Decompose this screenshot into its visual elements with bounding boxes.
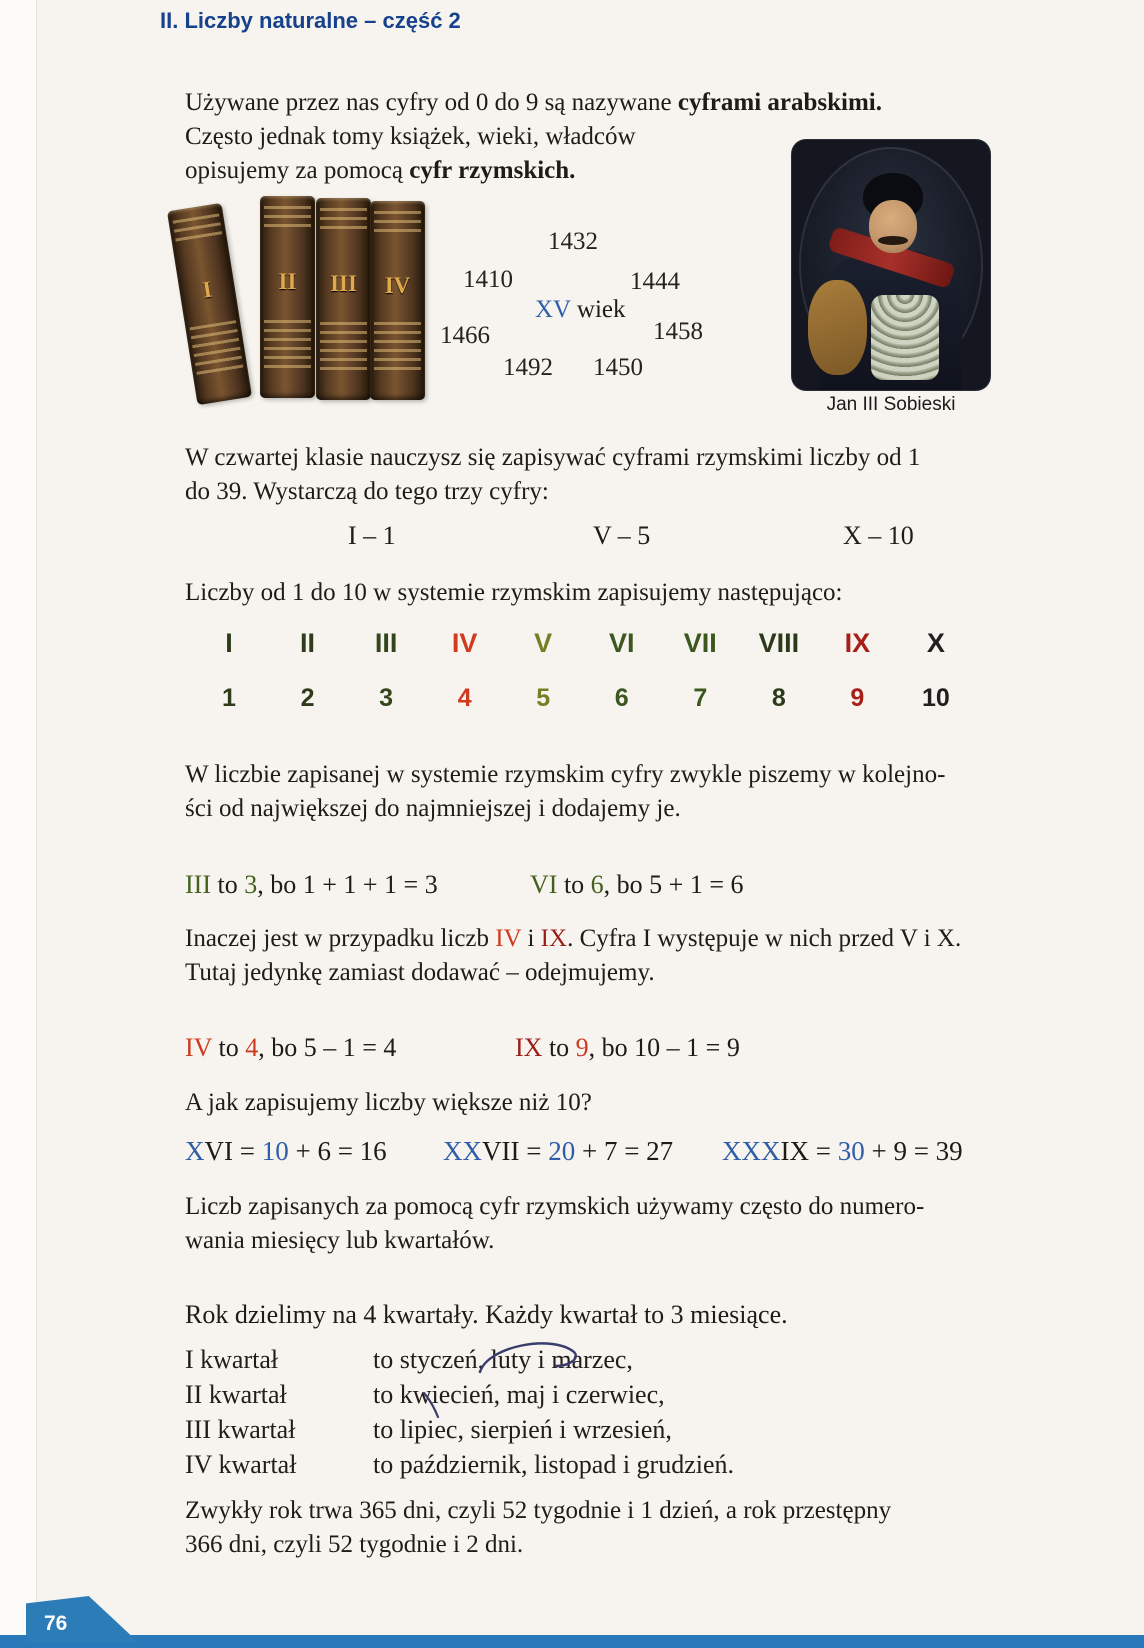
roman-term: IV [495, 925, 522, 952]
example-addition-vi [530, 870, 744, 900]
portrait-armor [871, 295, 938, 380]
book-volume-4 [370, 201, 425, 400]
intro-line2: Często jednak tomy książek, wieki, władców [185, 123, 636, 150]
text-fragment: Inaczej jest w przypadku liczb [185, 925, 496, 952]
book-decoration [320, 322, 367, 374]
quarter-months: to styczeń, luty i marzec, [373, 1345, 633, 1374]
intro-line3: opisujemy za pomocą [185, 157, 410, 184]
roman-numeral-cell: I [225, 628, 233, 658]
tens-value: 30 [837, 1136, 865, 1166]
book-decoration [374, 322, 421, 374]
text-fragment: + 7 = 27 [575, 1136, 674, 1166]
paragraph-bigger-numbers: A jak zapisujemy liczby większe niż 10? [185, 1089, 592, 1116]
equation-xxxix [722, 1136, 963, 1167]
roman-numerals-row [200, 628, 965, 659]
paragraph-fourth-grade [185, 441, 920, 509]
arabic-numeral-cell: 6 [614, 684, 629, 712]
portrait-gold-sleeve [808, 280, 867, 375]
key-value-x: X – 10 [843, 521, 914, 550]
quarter-row-1 [185, 1343, 985, 1377]
page-number: 76 [44, 1612, 68, 1635]
century-label [535, 296, 626, 324]
chapter-header: II. Liczby naturalne – część 2 [160, 8, 461, 33]
tens-value: 10 [261, 1136, 289, 1166]
arabic-numerals-row [200, 684, 965, 713]
text-fragment: + 9 = 39 [864, 1136, 963, 1166]
arabic-numeral-cell: 2 [300, 684, 315, 712]
roman-term: III [185, 870, 211, 899]
book-decoration [264, 206, 311, 232]
paragraph-quarters-intro: Rok dzielimy na 4 kwartały. Każdy kwartał to 3 miesiące. [185, 1300, 788, 1329]
text-line: Liczb zapisanych za pomocą cyfr rzymskich używamy często do numero- [185, 1193, 925, 1220]
text-fragment: to [210, 870, 245, 899]
text-fragment: , bo 1 + 1 + 1 = 3 [257, 870, 438, 899]
quarter-row-4 [185, 1448, 985, 1482]
text-line: Tutaj jedynkę zamiast dodawać – odejmujemy. [185, 959, 655, 986]
text-fragment: to [557, 870, 591, 899]
roman-units: VI = [204, 1136, 262, 1166]
intro-line1-bold: cyframi arabskimi. [677, 89, 882, 116]
arabic-numeral-cell: 10 [922, 684, 950, 712]
roman-numeral-cell: III [374, 628, 398, 658]
quarter-months: to lipiec, sierpień i wrzesień, [373, 1415, 672, 1444]
tens-value: 20 [548, 1136, 576, 1166]
value-term: 9 [575, 1033, 589, 1062]
year-label: 1410 [463, 266, 513, 293]
paragraph-numbering [185, 1190, 924, 1258]
year-label: 1432 [548, 228, 598, 255]
year-label: 1492 [503, 354, 553, 381]
portrait-mustache [878, 236, 908, 245]
book-decoration [320, 208, 367, 234]
quarter-months: to kwiecień, maj i czerwiec, [373, 1380, 665, 1409]
year-label: 1458 [653, 318, 703, 345]
book-spine-numeral: IV [384, 272, 411, 298]
quarter-label: I kwartał [185, 1345, 279, 1374]
year-label: 1450 [593, 354, 643, 381]
example-subtraction-ix [515, 1033, 740, 1063]
text-fragment: to [211, 1033, 246, 1062]
text-fragment: to [542, 1033, 576, 1062]
text-fragment: . Cyfra I występuje w nich przed V i X. [567, 925, 962, 952]
text-line: 366 dni, czyli 52 tygodnie i 2 dni. [185, 1531, 524, 1558]
equation-xvi [185, 1136, 387, 1167]
paragraph-subtraction [185, 922, 961, 990]
paragraph-year-length [185, 1494, 891, 1562]
book-decoration [189, 320, 244, 379]
roman-units: IX = [780, 1136, 838, 1166]
roman-tens: XX [443, 1136, 482, 1166]
book-decoration [264, 320, 311, 372]
portrait-jan-iii-sobieski [792, 140, 990, 390]
quarter-label: IV kwartał [185, 1450, 297, 1479]
quarter-row-3 [185, 1413, 985, 1447]
roman-term: VI [530, 870, 558, 899]
value-term: 3 [244, 870, 258, 899]
text-fragment: , bo 5 + 1 = 6 [603, 870, 744, 899]
book-volume-3 [316, 198, 371, 400]
text-fragment: i [521, 925, 541, 952]
text-line: ści od największej do najmniejszej i dodajemy je. [185, 795, 681, 822]
roman-units: VII = [482, 1136, 549, 1166]
roman-numeral-cell: V [534, 628, 553, 658]
roman-term: IX [540, 925, 568, 952]
footer-page-tab [26, 1596, 138, 1642]
roman-numeral-cell: VIII [758, 628, 800, 658]
roman-numeral-cell: VII [683, 628, 717, 658]
roman-term: IV [185, 1033, 212, 1062]
example-subtraction-iv [185, 1033, 396, 1063]
intro-line3-bold: cyfr rzymskich. [409, 157, 576, 184]
roman-numeral-cell: X [926, 628, 945, 658]
arabic-numeral-cell: 8 [771, 684, 786, 712]
intro-line1: Używane przez nas cyfry od 0 do 9 są nazywane [185, 89, 678, 116]
key-value-v: V – 5 [593, 521, 651, 550]
roman-numeral-cell: VI [608, 628, 635, 658]
quarter-label: II kwartał [185, 1380, 287, 1409]
roman-term: IX [515, 1033, 543, 1062]
arabic-numeral-cell: 1 [222, 684, 236, 712]
quarter-label: III kwartał [185, 1415, 296, 1444]
year-label: 1466 [440, 322, 490, 349]
text-fragment: , bo 5 – 1 = 4 [258, 1033, 397, 1062]
books-illustration [180, 196, 435, 411]
roman-numeral-cell: IV [451, 628, 478, 658]
text-line: W liczbie zapisanej w systemie rzymskim cyfry zwykle piszemy w kolejno- [185, 761, 946, 788]
book-spine-numeral: II [278, 268, 297, 294]
page-left-margin [0, 0, 37, 1648]
quarter-row-2 [185, 1378, 985, 1412]
paragraph-order [185, 758, 945, 826]
footer-band [0, 1635, 1144, 1648]
book-spine-numeral: III [330, 270, 357, 296]
intro-paragraph [185, 86, 882, 188]
arabic-numeral-cell: 3 [379, 684, 394, 712]
portrait-caption: Jan III Sobieski [826, 394, 956, 415]
book-decoration [173, 213, 223, 246]
example-addition-iii [185, 870, 438, 900]
roman-numeral-cell: IX [844, 628, 871, 658]
arabic-numeral-cell: 9 [850, 684, 865, 712]
book-decoration [374, 211, 421, 237]
arabic-numeral-cell: 7 [693, 684, 708, 712]
text-fragment: , bo 10 – 1 = 9 [588, 1033, 740, 1062]
book-spine-numeral: I [200, 276, 214, 303]
book-volume-1 [167, 203, 252, 405]
text-fragment: + 6 = 16 [288, 1136, 387, 1166]
roman-tens: XXX [722, 1136, 781, 1166]
text-line: wania miesięcy lub kwartałów. [185, 1227, 495, 1254]
text-line: Zwykły rok trwa 365 dni, czyli 52 tygodnie i 1 dzień, a rok przestępny [185, 1497, 892, 1524]
roman-numeral-cell: II [300, 628, 316, 658]
quarter-months: to październik, listopad i grudzień. [373, 1450, 735, 1479]
text-line: W czwartej klasie nauczysz się zapisywać cyframi rzymskimi liczby od 1 [185, 444, 921, 471]
key-value-i: I – 1 [348, 521, 396, 550]
arabic-numeral-cell: 5 [536, 684, 551, 712]
paragraph-one-to-ten: Liczby od 1 do 10 w systemie rzymskim zapisujemy następująco: [185, 579, 843, 606]
year-label: 1444 [630, 268, 680, 295]
century-roman-numeral: XV [535, 296, 571, 323]
arabic-numeral-cell: 4 [457, 684, 472, 712]
value-term: 4 [245, 1033, 259, 1062]
text-line: do 39. Wystarczą do tego trzy cyfry: [185, 478, 549, 505]
roman-tens: X [185, 1136, 205, 1166]
value-term: 6 [590, 870, 604, 899]
century-word: wiek [570, 296, 626, 323]
equation-xxvii [443, 1136, 673, 1167]
book-volume-2 [260, 196, 315, 398]
